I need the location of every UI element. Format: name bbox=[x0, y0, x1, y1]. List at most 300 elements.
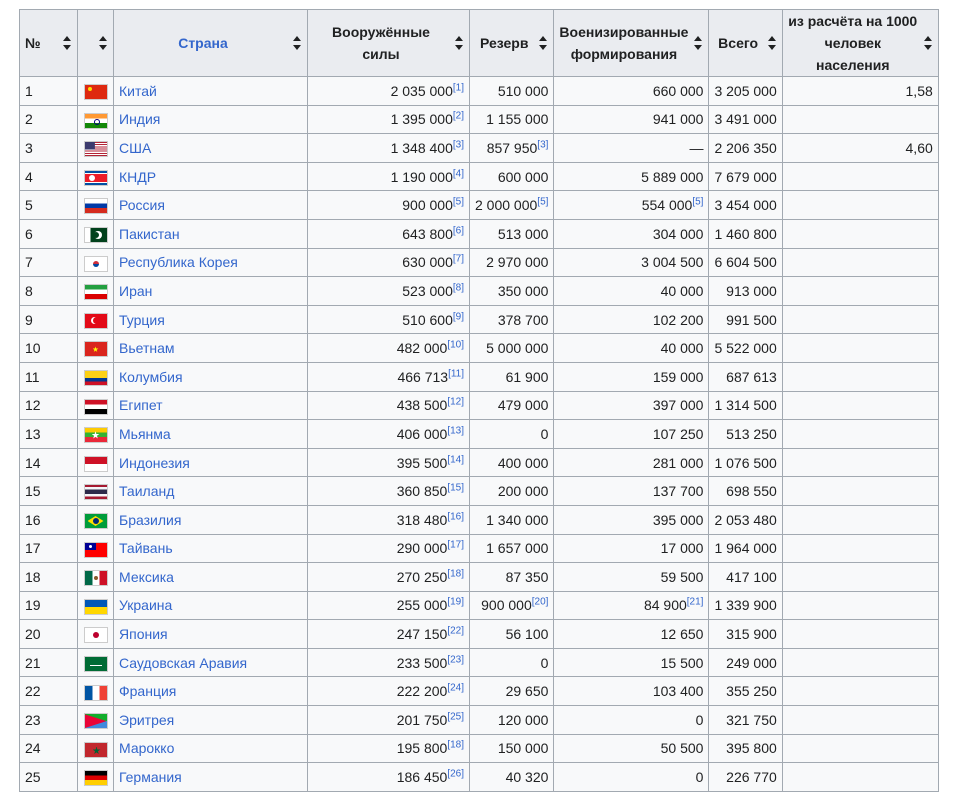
flag-cell bbox=[78, 248, 114, 277]
total-cell: 249 000 bbox=[709, 648, 782, 677]
total-cell: 355 250 bbox=[709, 677, 782, 706]
table-body bbox=[20, 77, 939, 792]
sort-icon[interactable] bbox=[694, 36, 702, 50]
country-link[interactable]: Египет bbox=[119, 397, 163, 414]
paramil-cell: 59 500 bbox=[554, 563, 709, 592]
armed-cell: 318 480[16] bbox=[308, 505, 470, 534]
rank-cell: 5 bbox=[20, 191, 78, 220]
rank-cell: 25 bbox=[20, 763, 78, 792]
paramil-cell: 281 000 bbox=[554, 448, 709, 477]
country-link[interactable]: Мексика bbox=[119, 568, 174, 585]
country-cell bbox=[114, 420, 308, 449]
col-header-country[interactable] bbox=[114, 10, 308, 77]
citation-ref[interactable]: [23] bbox=[447, 654, 464, 666]
reserve-cell: 857 950[3] bbox=[470, 134, 554, 163]
country-cell bbox=[114, 248, 308, 277]
per1000-cell bbox=[782, 763, 938, 792]
col-header-per1000[interactable] bbox=[782, 10, 938, 77]
paramil-cell: 5 889 000 bbox=[554, 162, 709, 191]
france-flag-icon bbox=[84, 685, 108, 701]
country-link[interactable]: Индонезия bbox=[119, 454, 190, 471]
citation-ref[interactable]: [1] bbox=[452, 82, 464, 94]
col-header-num-label: № bbox=[25, 35, 41, 51]
paramil-cell: — bbox=[554, 134, 709, 163]
paramil-cell: 102 200 bbox=[554, 305, 709, 334]
paramil-cell: 40 000 bbox=[554, 334, 709, 363]
citation-ref[interactable]: [7] bbox=[452, 253, 464, 265]
table-row bbox=[20, 248, 939, 277]
citation-ref[interactable]: [21] bbox=[686, 596, 704, 608]
per1000-cell bbox=[782, 477, 938, 506]
country-cell bbox=[114, 563, 308, 592]
country-link[interactable]: Мьянма bbox=[119, 425, 171, 442]
turkey-flag-icon bbox=[84, 313, 108, 329]
armed-cell: 438 500[12] bbox=[308, 391, 470, 420]
mexico-flag-icon bbox=[84, 570, 108, 586]
table-row bbox=[20, 105, 939, 134]
country-link[interactable]: Россия bbox=[119, 197, 165, 214]
citation-ref[interactable]: [15] bbox=[447, 482, 464, 494]
citation-ref[interactable]: [24] bbox=[447, 682, 464, 694]
flag-cell bbox=[78, 219, 114, 248]
rank-cell: 16 bbox=[20, 505, 78, 534]
rank-cell: 6 bbox=[20, 219, 78, 248]
col-header-paramil[interactable] bbox=[554, 10, 709, 77]
flag-cell bbox=[78, 477, 114, 506]
citation-ref[interactable]: [26] bbox=[447, 768, 464, 780]
reserve-cell: 2 970 000 bbox=[470, 248, 554, 277]
reserve-cell: 378 700 bbox=[470, 305, 554, 334]
citation-ref[interactable]: [25] bbox=[447, 711, 464, 723]
flag-cell bbox=[78, 677, 114, 706]
reserve-cell: 1 340 000 bbox=[470, 505, 554, 534]
country-link[interactable]: Турция bbox=[119, 311, 165, 328]
total-cell: 991 500 bbox=[709, 305, 782, 334]
per1000-cell bbox=[782, 305, 938, 334]
sort-icon[interactable] bbox=[293, 36, 301, 50]
col-header-total-label: Всего bbox=[718, 35, 759, 51]
paramil-cell: 3 004 500 bbox=[554, 248, 709, 277]
per1000-cell bbox=[782, 677, 938, 706]
country-cell bbox=[114, 277, 308, 306]
country-link[interactable]: Германия bbox=[119, 769, 182, 786]
country-cell bbox=[114, 477, 308, 506]
armed-cell: 643 800[6] bbox=[308, 219, 470, 248]
myanmar-flag-icon bbox=[84, 427, 108, 443]
rank-cell: 23 bbox=[20, 706, 78, 735]
total-cell: 687 613 bbox=[709, 362, 782, 391]
country-cell bbox=[114, 591, 308, 620]
rank-cell: 1 bbox=[20, 77, 78, 106]
col-header-reserve[interactable] bbox=[470, 10, 554, 77]
eritrea-flag-icon bbox=[84, 713, 108, 729]
sort-icon[interactable] bbox=[924, 36, 932, 50]
country-cell bbox=[114, 763, 308, 792]
paramil-cell: 304 000 bbox=[554, 219, 709, 248]
table-row bbox=[20, 734, 939, 763]
sort-icon[interactable] bbox=[63, 36, 71, 50]
table-row bbox=[20, 591, 939, 620]
flag-cell bbox=[78, 620, 114, 649]
reserve-cell: 479 000 bbox=[470, 391, 554, 420]
per1000-cell bbox=[782, 420, 938, 449]
per1000-cell bbox=[782, 219, 938, 248]
country-link[interactable]: Иран bbox=[119, 282, 153, 299]
colombia-flag-icon bbox=[84, 370, 108, 386]
paramil-cell: 103 400 bbox=[554, 677, 709, 706]
armed-cell: 1 190 000[4] bbox=[308, 162, 470, 191]
citation-ref[interactable]: [22] bbox=[447, 625, 464, 637]
citation-ref[interactable]: [18] bbox=[447, 739, 464, 751]
paramil-cell: 12 650 bbox=[554, 620, 709, 649]
paramil-cell: 941 000 bbox=[554, 105, 709, 134]
country-link[interactable]: Саудовская Аравия bbox=[119, 654, 248, 671]
paramil-cell: 554 000[5] bbox=[554, 191, 709, 220]
country-cell bbox=[114, 505, 308, 534]
country-cell bbox=[114, 706, 308, 735]
total-cell: 3 454 000 bbox=[709, 191, 782, 220]
header-row bbox=[20, 10, 939, 77]
total-cell: 7 679 000 bbox=[709, 162, 782, 191]
flag-cell bbox=[78, 277, 114, 306]
citation-ref[interactable]: [3] bbox=[452, 139, 464, 151]
citation-ref[interactable]: [11] bbox=[448, 368, 464, 380]
per1000-cell bbox=[782, 563, 938, 592]
armed-cell: 255 000[19] bbox=[308, 591, 470, 620]
paramil-cell: 50 500 bbox=[554, 734, 709, 763]
country-cell bbox=[114, 648, 308, 677]
per1000-cell bbox=[782, 105, 938, 134]
saudi-flag-icon bbox=[84, 656, 108, 672]
egypt-flag-icon bbox=[84, 399, 108, 415]
country-link[interactable]: Китай bbox=[119, 82, 157, 99]
col-header-reserve-label: Резерв bbox=[479, 35, 529, 51]
paramil-cell: 660 000 bbox=[554, 77, 709, 106]
rank-cell: 22 bbox=[20, 677, 78, 706]
table-row bbox=[20, 706, 939, 735]
total-cell: 1 314 500 bbox=[709, 391, 782, 420]
country-cell bbox=[114, 334, 308, 363]
paramil-cell: 0 bbox=[554, 763, 709, 792]
flag-cell bbox=[78, 305, 114, 334]
table-row bbox=[20, 677, 939, 706]
country-cell bbox=[114, 734, 308, 763]
citation-ref[interactable]: [4] bbox=[452, 167, 464, 179]
rank-cell: 14 bbox=[20, 448, 78, 477]
col-header-armed[interactable] bbox=[308, 10, 470, 77]
flag-cell bbox=[78, 763, 114, 792]
russia-flag-icon bbox=[84, 198, 108, 214]
flag-cell bbox=[78, 334, 114, 363]
armed-cell: 233 500[23] bbox=[308, 648, 470, 677]
reserve-cell: 1 657 000 bbox=[470, 534, 554, 563]
total-cell: 321 750 bbox=[709, 706, 782, 735]
military-table bbox=[19, 9, 939, 792]
col-header-total[interactable] bbox=[709, 10, 782, 77]
citation-ref[interactable]: [18] bbox=[447, 568, 464, 580]
col-header-paramil-label-2: формирования bbox=[570, 46, 678, 62]
armed-cell: 630 000[7] bbox=[308, 248, 470, 277]
flag-cell bbox=[78, 591, 114, 620]
country-link[interactable]: Колумбия bbox=[119, 368, 183, 385]
flag-cell bbox=[78, 534, 114, 563]
armed-cell: 195 800[18] bbox=[308, 734, 470, 763]
citation-ref[interactable]: [14] bbox=[447, 453, 464, 465]
citation-ref[interactable]: [3] bbox=[537, 139, 549, 151]
table-row bbox=[20, 362, 939, 391]
col-header-flag[interactable] bbox=[78, 10, 114, 77]
citation-ref[interactable]: [6] bbox=[452, 225, 464, 237]
total-cell: 1 076 500 bbox=[709, 448, 782, 477]
rank-cell: 8 bbox=[20, 277, 78, 306]
paramil-cell: 397 000 bbox=[554, 391, 709, 420]
per1000-cell bbox=[782, 362, 938, 391]
reserve-cell: 350 000 bbox=[470, 277, 554, 306]
country-link[interactable]: Эритрея bbox=[119, 711, 175, 728]
armed-cell: 222 200[24] bbox=[308, 677, 470, 706]
paramil-cell: 0 bbox=[554, 706, 709, 735]
per1000-cell bbox=[782, 706, 938, 735]
per1000-cell bbox=[782, 334, 938, 363]
citation-ref[interactable]: [5] bbox=[692, 196, 704, 208]
country-cell bbox=[114, 191, 308, 220]
citation-ref[interactable]: [5] bbox=[452, 196, 464, 208]
citation-ref[interactable]: [12] bbox=[447, 396, 464, 408]
country-cell bbox=[114, 448, 308, 477]
per1000-cell bbox=[782, 734, 938, 763]
rank-cell: 13 bbox=[20, 420, 78, 449]
iran-flag-icon bbox=[84, 284, 108, 300]
total-cell: 1 339 900 bbox=[709, 591, 782, 620]
per1000-cell: 4,60 bbox=[782, 134, 938, 163]
per1000-cell bbox=[782, 591, 938, 620]
total-cell: 315 900 bbox=[709, 620, 782, 649]
col-header-per1000-label-2: человек населения bbox=[815, 35, 890, 73]
table-row bbox=[20, 162, 939, 191]
country-cell bbox=[114, 162, 308, 191]
japan-flag-icon bbox=[84, 627, 108, 643]
table-row bbox=[20, 620, 939, 649]
country-link[interactable]: Франция bbox=[119, 683, 177, 700]
per1000-cell bbox=[782, 448, 938, 477]
reserve-cell: 400 000 bbox=[470, 448, 554, 477]
flag-cell bbox=[78, 648, 114, 677]
citation-ref[interactable]: [2] bbox=[452, 110, 464, 122]
citation-ref[interactable]: [19] bbox=[447, 596, 464, 608]
citation-ref[interactable]: [16] bbox=[447, 511, 464, 523]
country-cell bbox=[114, 620, 308, 649]
rank-cell: 17 bbox=[20, 534, 78, 563]
citation-ref[interactable]: [8] bbox=[452, 282, 464, 294]
country-link[interactable]: Марокко bbox=[119, 740, 175, 757]
citation-ref[interactable]: [10] bbox=[447, 339, 464, 351]
country-cell bbox=[114, 219, 308, 248]
rank-cell: 3 bbox=[20, 134, 78, 163]
table-row bbox=[20, 648, 939, 677]
col-header-armed-label: Вооружённые силы bbox=[332, 24, 430, 62]
total-cell: 226 770 bbox=[709, 763, 782, 792]
flag-cell bbox=[78, 134, 114, 163]
flag-cell bbox=[78, 391, 114, 420]
table-row bbox=[20, 391, 939, 420]
table-row bbox=[20, 763, 939, 792]
total-cell: 6 604 500 bbox=[709, 248, 782, 277]
rank-cell: 24 bbox=[20, 734, 78, 763]
col-header-num[interactable] bbox=[20, 10, 78, 77]
usa-flag-icon bbox=[84, 141, 108, 157]
country-link[interactable]: Индия bbox=[119, 111, 161, 128]
table-row bbox=[20, 420, 939, 449]
rank-cell: 7 bbox=[20, 248, 78, 277]
flag-cell bbox=[78, 505, 114, 534]
country-cell bbox=[114, 677, 308, 706]
reserve-cell: 2 000 000[5] bbox=[470, 191, 554, 220]
country-link[interactable]: Республика Корея bbox=[119, 254, 238, 271]
country-cell bbox=[114, 362, 308, 391]
total-cell: 698 550 bbox=[709, 477, 782, 506]
india-flag-icon bbox=[84, 113, 108, 129]
per1000-cell bbox=[782, 620, 938, 649]
total-cell: 5 522 000 bbox=[709, 334, 782, 363]
morocco-flag-icon bbox=[84, 742, 108, 758]
flag-cell bbox=[78, 362, 114, 391]
flag-cell bbox=[78, 448, 114, 477]
per1000-cell bbox=[782, 277, 938, 306]
total-cell: 395 800 bbox=[709, 734, 782, 763]
table-row bbox=[20, 191, 939, 220]
sort-icon[interactable] bbox=[539, 36, 547, 50]
armed-cell: 510 600[9] bbox=[308, 305, 470, 334]
reserve-cell: 120 000 bbox=[470, 706, 554, 735]
sort-icon[interactable] bbox=[99, 36, 107, 50]
country-link[interactable]: Япония bbox=[119, 626, 168, 643]
paramil-cell: 17 000 bbox=[554, 534, 709, 563]
paramil-cell: 159 000 bbox=[554, 362, 709, 391]
dprk-flag-icon bbox=[84, 170, 108, 186]
citation-ref[interactable]: [9] bbox=[452, 310, 464, 322]
col-header-country-link[interactable]: Страна bbox=[178, 35, 228, 51]
table-row bbox=[20, 448, 939, 477]
paramil-cell: 40 000 bbox=[554, 277, 709, 306]
country-link[interactable]: Таиланд bbox=[119, 483, 175, 500]
china-flag-icon bbox=[84, 84, 108, 100]
armed-cell: 186 450[26] bbox=[308, 763, 470, 792]
country-link[interactable]: Украина bbox=[119, 597, 173, 614]
paramil-cell: 395 000 bbox=[554, 505, 709, 534]
armed-cell: 1 395 000[2] bbox=[308, 105, 470, 134]
rank-cell: 21 bbox=[20, 648, 78, 677]
table-row bbox=[20, 334, 939, 363]
armed-cell: 1 348 400[3] bbox=[308, 134, 470, 163]
reserve-cell: 56 100 bbox=[470, 620, 554, 649]
armed-cell: 2 035 000[1] bbox=[308, 77, 470, 106]
flag-cell bbox=[78, 191, 114, 220]
rank-cell: 15 bbox=[20, 477, 78, 506]
vietnam-flag-icon bbox=[84, 341, 108, 357]
rank-cell: 10 bbox=[20, 334, 78, 363]
taiwan-flag-icon bbox=[84, 542, 108, 558]
table-row bbox=[20, 505, 939, 534]
table-row bbox=[20, 219, 939, 248]
col-header-paramil-label-1: Военизированные bbox=[559, 24, 689, 40]
per1000-cell bbox=[782, 162, 938, 191]
armed-cell: 523 000[8] bbox=[308, 277, 470, 306]
per1000-cell bbox=[782, 648, 938, 677]
country-link[interactable]: Бразилия bbox=[119, 511, 182, 528]
country-link[interactable]: Тайвань bbox=[119, 540, 173, 557]
germany-flag-icon bbox=[84, 770, 108, 786]
flag-cell bbox=[78, 77, 114, 106]
indonesia-flag-icon bbox=[84, 456, 108, 472]
citation-ref[interactable]: [13] bbox=[447, 425, 464, 437]
rank-cell: 9 bbox=[20, 305, 78, 334]
country-link[interactable]: США bbox=[119, 139, 152, 156]
reserve-cell: 900 000[20] bbox=[470, 591, 554, 620]
paramil-cell: 84 900[21] bbox=[554, 591, 709, 620]
total-cell: 2 053 480 bbox=[709, 505, 782, 534]
flag-cell bbox=[78, 734, 114, 763]
table-row bbox=[20, 305, 939, 334]
per1000-cell bbox=[782, 391, 938, 420]
per1000-cell bbox=[782, 248, 938, 277]
country-cell bbox=[114, 134, 308, 163]
sort-icon[interactable] bbox=[768, 36, 776, 50]
armed-cell: 395 500[14] bbox=[308, 448, 470, 477]
flag-cell bbox=[78, 706, 114, 735]
country-link[interactable]: Вьетнам bbox=[119, 340, 175, 357]
armed-cell: 360 850[15] bbox=[308, 477, 470, 506]
ukraine-flag-icon bbox=[84, 599, 108, 615]
paramil-cell: 107 250 bbox=[554, 420, 709, 449]
table-row bbox=[20, 477, 939, 506]
flag-cell bbox=[78, 563, 114, 592]
total-cell: 913 000 bbox=[709, 277, 782, 306]
paramil-cell: 137 700 bbox=[554, 477, 709, 506]
col-header-per1000-label-1: из расчёта на 1000 bbox=[788, 13, 918, 29]
citation-ref[interactable]: [17] bbox=[447, 539, 464, 551]
citation-ref[interactable]: [20] bbox=[531, 596, 549, 608]
country-link[interactable]: Пакистан bbox=[119, 225, 180, 242]
per1000-cell bbox=[782, 191, 938, 220]
reserve-cell: 5 000 000 bbox=[470, 334, 554, 363]
citation-ref[interactable]: [5] bbox=[537, 196, 549, 208]
reserve-cell: 510 000 bbox=[470, 77, 554, 106]
table-row bbox=[20, 277, 939, 306]
table-row bbox=[20, 77, 939, 106]
rank-cell: 19 bbox=[20, 591, 78, 620]
sort-icon[interactable] bbox=[455, 36, 463, 50]
armed-cell: 482 000[10] bbox=[308, 334, 470, 363]
rank-cell: 20 bbox=[20, 620, 78, 649]
table-row bbox=[20, 563, 939, 592]
armed-cell: 247 150[22] bbox=[308, 620, 470, 649]
table-row bbox=[20, 534, 939, 563]
total-cell: 417 100 bbox=[709, 563, 782, 592]
country-link[interactable]: КНДР bbox=[119, 168, 157, 185]
country-cell bbox=[114, 77, 308, 106]
armed-cell: 406 000[13] bbox=[308, 420, 470, 449]
rank-cell: 11 bbox=[20, 362, 78, 391]
total-cell: 2 206 350 bbox=[709, 134, 782, 163]
country-cell bbox=[114, 391, 308, 420]
reserve-cell: 29 650 bbox=[470, 677, 554, 706]
korea-flag-icon bbox=[84, 256, 108, 272]
reserve-cell: 87 350 bbox=[470, 563, 554, 592]
reserve-cell: 600 000 bbox=[470, 162, 554, 191]
reserve-cell: 61 900 bbox=[470, 362, 554, 391]
total-cell: 513 250 bbox=[709, 420, 782, 449]
armed-cell: 290 000[17] bbox=[308, 534, 470, 563]
